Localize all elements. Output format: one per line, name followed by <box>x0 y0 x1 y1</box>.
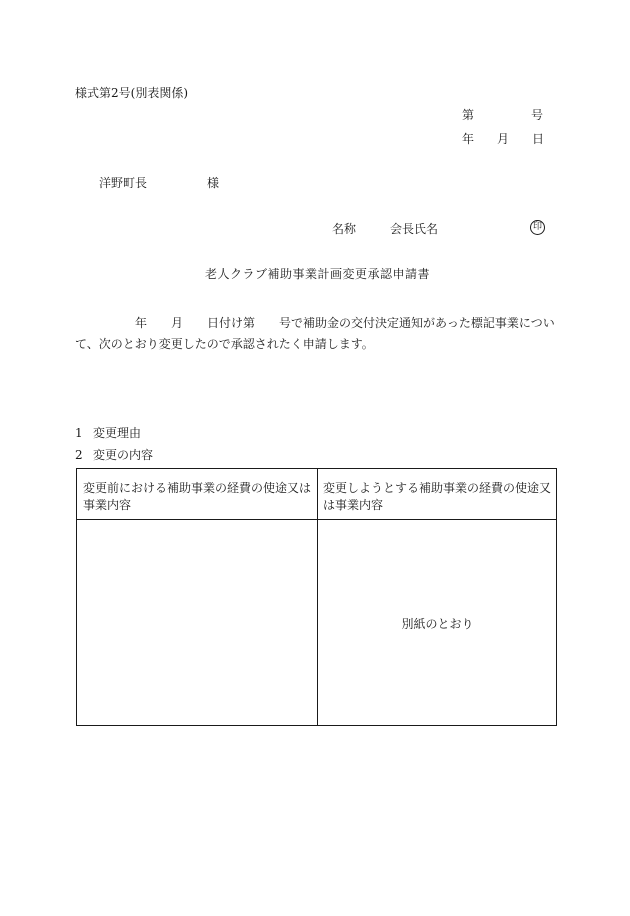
date-year-label: 年 <box>462 132 475 146</box>
change-content-table <box>76 468 557 726</box>
item-change-reason <box>75 427 141 439</box>
application-body <box>75 313 559 355</box>
after-change-cell <box>318 520 557 726</box>
body-year-label: 年 <box>135 316 148 330</box>
body-line-1 <box>75 313 559 334</box>
addressee-honorific: 様 <box>207 176 220 190</box>
body-rest-line-1: 号で補助金の交付決定通知があった標記事業につい <box>279 316 555 330</box>
representative-name-label: 会長氏名 <box>390 222 439 236</box>
item-change-content <box>75 449 153 461</box>
form-number: 様式第2号(別表関係) <box>75 86 188 100</box>
document-title: 老人クラブ補助事業計画変更承認申請書 <box>205 267 431 281</box>
item-number: 2 <box>75 448 83 462</box>
item-label: 変更の内容 <box>93 448 154 462</box>
header-before-change: 変更前における補助事業の経費の使途又は事業内容 <box>83 481 312 512</box>
addressee-name: 洋野町長 <box>99 176 148 190</box>
seal-mark: 印 <box>530 220 545 235</box>
doc-number-suffix: 号 <box>531 108 544 122</box>
after-change-content: 別紙のとおり <box>401 616 474 631</box>
doc-number-prefix: 第 <box>462 108 475 122</box>
item-number: 1 <box>75 426 83 440</box>
date-month-label: 月 <box>497 132 510 146</box>
body-day-ref: 日付け第 <box>207 316 256 330</box>
item-label: 変更理由 <box>93 426 142 440</box>
before-change-cell <box>77 520 317 726</box>
applicant-name-label: 名称 <box>332 222 357 236</box>
header-after-change: 変更しようとする補助事業の経費の使途又は事業内容 <box>323 481 552 512</box>
date-day-label: 日 <box>532 132 545 146</box>
body-month-label: 月 <box>171 316 184 330</box>
body-line-2: て、次のとおり変更したので承認されたく申請します。 <box>75 337 374 351</box>
